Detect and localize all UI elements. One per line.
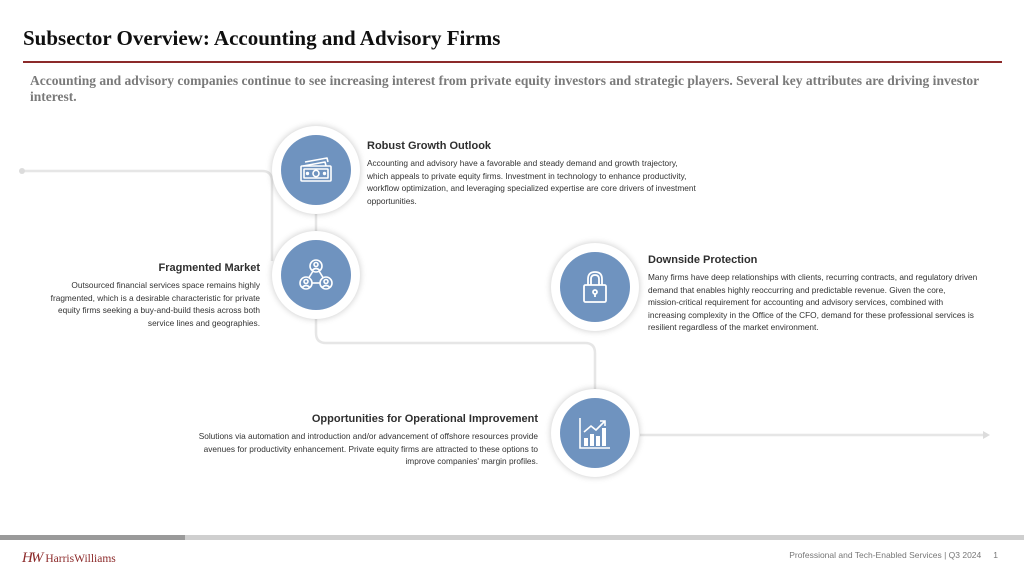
growth-chart-icon bbox=[577, 415, 613, 451]
operational-block bbox=[196, 413, 538, 468]
money-icon bbox=[298, 152, 334, 188]
downside-circle bbox=[551, 243, 639, 331]
downside-title: Downside Protection bbox=[648, 254, 758, 266]
growth-text: Accounting and advisory have a favorable and steady demand and growth trajectory, which appeals to private equity firms. Investment in technology to enhance productivity, workflow optimization, and leveraging specialized expertise are core drivers of investment opportunities. bbox=[367, 158, 696, 206]
padlock-icon bbox=[577, 269, 613, 305]
logo-mark: HW bbox=[22, 550, 42, 566]
fragmented-title: Fragmented Market bbox=[158, 262, 260, 274]
footer-text: Professional and Tech-Enabled Services | Q3 2024 bbox=[789, 550, 982, 560]
operational-circle bbox=[551, 389, 639, 477]
page-title: Subsector Overview: Accounting and Advisory Firms bbox=[23, 26, 501, 50]
footer-bar-accent bbox=[0, 535, 185, 540]
growth-title: Robust Growth Outlook bbox=[367, 140, 492, 152]
network-people-icon bbox=[298, 257, 334, 293]
downside-block bbox=[648, 254, 978, 334]
operational-text: Solutions via automation and introduction and/or advancement of offshore resources provide avenues for productivity enhancement. Private equity firms are attracted to these options to improve companies' margin profiles. bbox=[198, 431, 538, 466]
footer-caption bbox=[789, 550, 998, 560]
fragmented-circle bbox=[272, 231, 360, 319]
page-subtitle: Accounting and advisory companies continue to see increasing interest from private equity investors and strategic players. Several key attributes are driving investor interest. bbox=[30, 73, 979, 104]
downside-text: Many firms have deep relationships with clients, recurring contracts, and regulatory driven demand that enables highly reoccurring and predictable revenue. Given the core, mission-critical requirement for accounting and advisory services, combined with increasing complexity in the Office of the CFO, demand for these professional services is resilient regardless of the market environment. bbox=[648, 272, 978, 332]
company-logo bbox=[22, 549, 116, 567]
fragmented-text: Outsourced financial services space remains highly fragmented, which is a desirable characteristic for private equity firms seeking a buy-and-build thesis across both service lines and geographies. bbox=[50, 280, 260, 328]
operational-title: Opportunities for Operational Improvement bbox=[311, 413, 538, 425]
growth-block bbox=[367, 140, 697, 207]
growth-circle bbox=[272, 126, 360, 214]
page-number: 1 bbox=[993, 550, 998, 560]
fragmented-block bbox=[30, 262, 260, 329]
logo-text: HarrisWilliams bbox=[45, 553, 116, 565]
